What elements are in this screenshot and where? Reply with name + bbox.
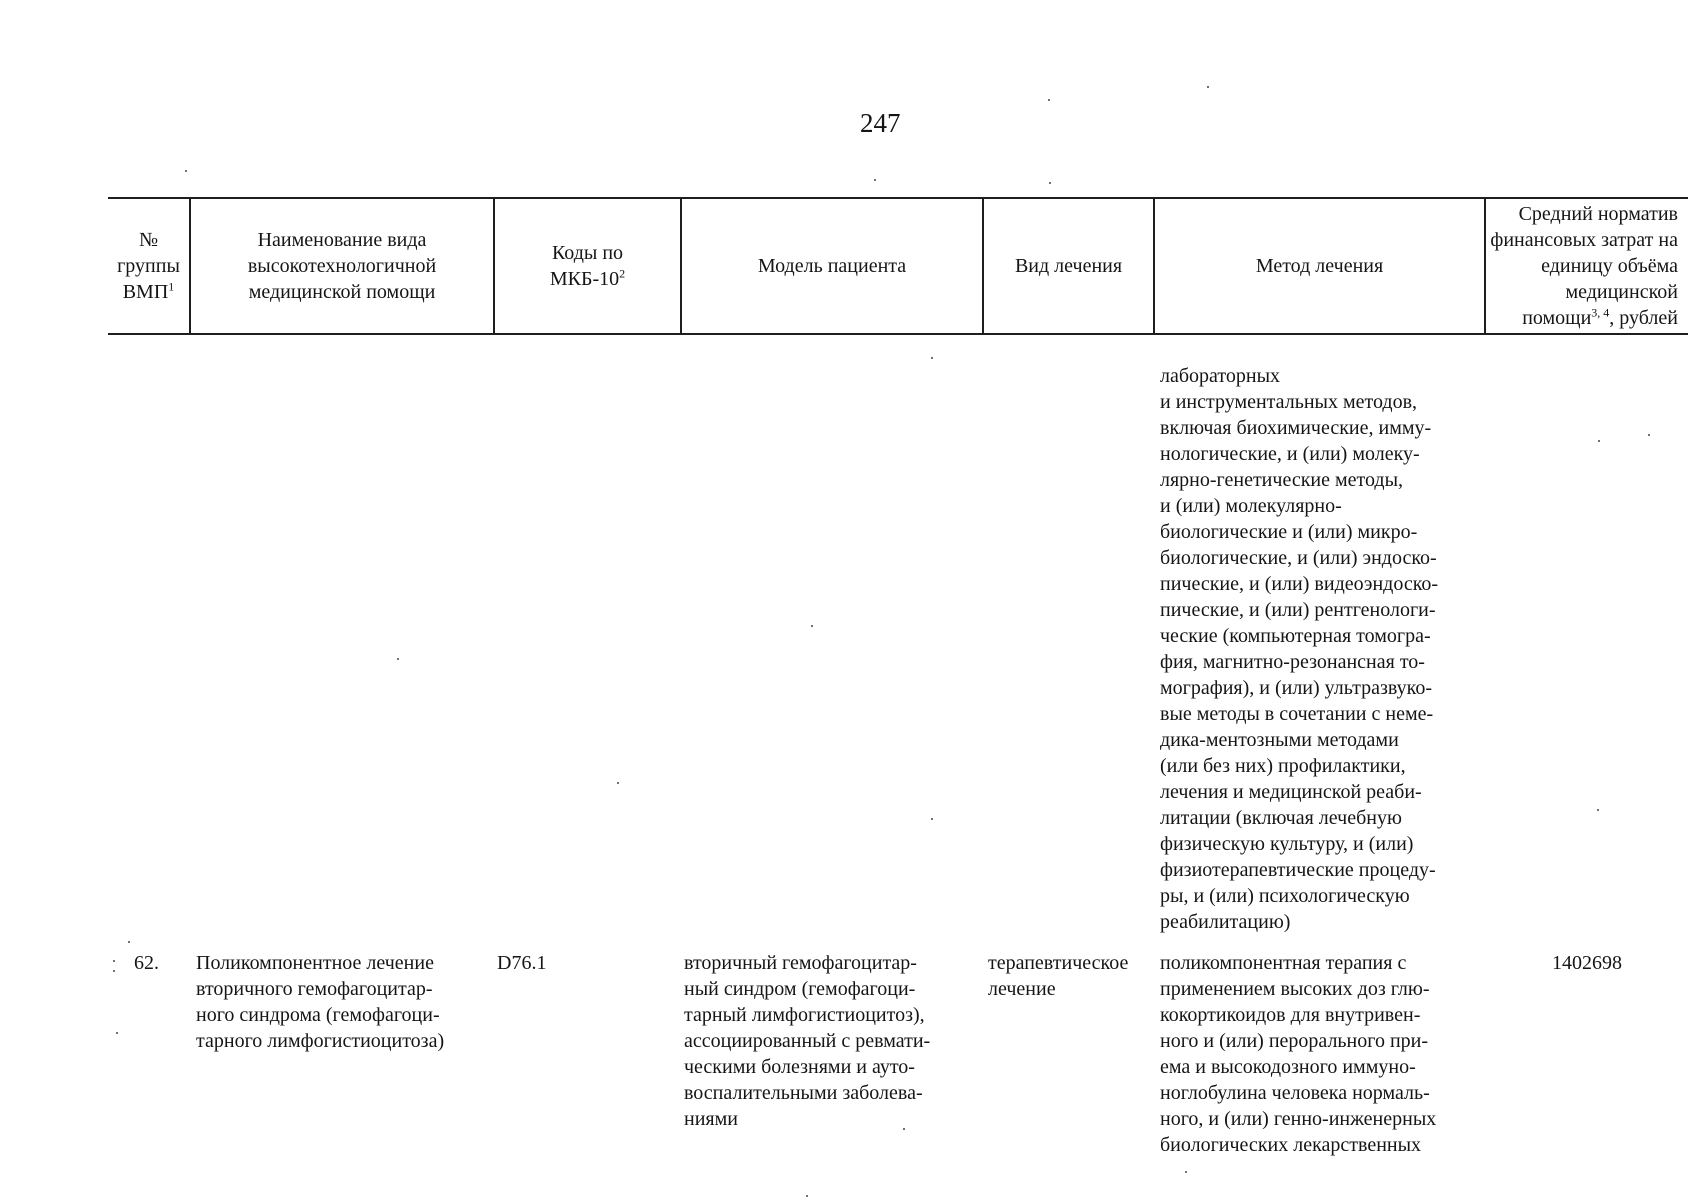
scan-speck [1597,809,1599,811]
scan-speck [1185,1171,1187,1173]
table-header [108,197,1688,335]
scan-speck [113,960,115,962]
header-group-number-line2: группы [117,255,180,277]
footnote-mark: 1 [168,279,175,294]
scan-speck [1648,434,1650,436]
scan-speck [397,658,399,660]
header-icd-codes-label: Коды по МКБ-10 [549,242,624,290]
scan-speck [185,170,187,172]
header-average-cost [1486,199,1688,333]
scan-speck [874,179,876,181]
scan-speck [113,970,115,972]
scan-speck [811,625,813,627]
header-treatment-type-label: Вид лечения [1014,255,1123,277]
scan-speck [617,782,619,784]
scan-speck [116,1032,118,1034]
header-group-number-line1: № [138,229,159,251]
scan-speck [806,1195,808,1197]
header-treatment-type [984,199,1153,333]
icd-code: D76.1 [497,952,547,974]
header-icd-codes [495,199,680,333]
average-cost-value: 1402698 [1552,952,1622,974]
header-care-type-label: Наименование вида высокотехнологичной медицинской помощи [247,229,437,303]
header-average-cost-label: Средний норматив финансовых затрат на единицу объёма медицинской помощи [1490,203,1678,329]
scan-speck [1207,86,1209,88]
header-treatment-method-label: Метод лечения [1255,255,1384,277]
header-treatment-method [1155,199,1484,333]
header-group-number [108,199,189,333]
page-number: 247 [860,108,901,138]
scan-speck [931,357,933,359]
row-number: 62. [134,952,159,974]
care-type-name: Поликомпонентное лечение вторичного гемофагоцитар- ного синдрома (гемофагоци- тарного лимфогистиоцитоза) [196,952,445,1052]
patient-model-text: вторичный гемофагоцитар- ный синдром (гемофагоци- тарный лимфогистиоцитоз), ассоциированный с ревмати- ческими болезнями и ауто- воспалительными заболева- ниями [684,952,931,1130]
scan-speck [1049,182,1051,184]
footnote-mark: 2 [619,266,626,281]
method-continuation-text: лабораторных и инструментальных методов, включая биохимические, имму- нологические, и (или) молеку- лярно-генетические методы, и (или) молекулярно- биологические и (или) микро- биологические, и (или) эндоско- пические, и (или) видеоэндоско- пические, и (или) рентгенологи- ческие (компьютерная томогра- фия, магнитно-резонансная то- мография), и (или) ультразвуко- вые методы в сочетании с неме- дика-ментозными методами (или без них) профилактики, лечения и медицинской реаби- литации (включая лечебную физическую культуру, и (или) физиотерапевтические процеду- ры, и (или) психологическую реабилитацию) [1160,365,1439,933]
scan-speck [128,941,130,943]
footnote-mark: 3, 4 [1591,305,1610,320]
scan-speck [931,818,933,820]
header-care-type [191,199,493,333]
scan-speck [1048,99,1050,101]
scan-speck [903,1128,905,1130]
header-patient-model [682,199,982,333]
header-group-number-line3: ВМП [122,281,169,303]
header-average-cost-unit: , рублей [1609,307,1678,329]
scan-speck [1598,440,1600,442]
treatment-method-text: поликомпонентная терапия с применением высоких доз глю- кокортикоидов для внутривен- ного и (или) перорального при- ема и высокодозного иммуно- ноглобулина человека нормаль- ного, и (или) генно-инженерных биологических лекарственных [1160,952,1437,1156]
treatment-type-text: терапевтическое лечение [988,952,1129,1000]
header-patient-model-label: Модель пациента [757,255,907,277]
